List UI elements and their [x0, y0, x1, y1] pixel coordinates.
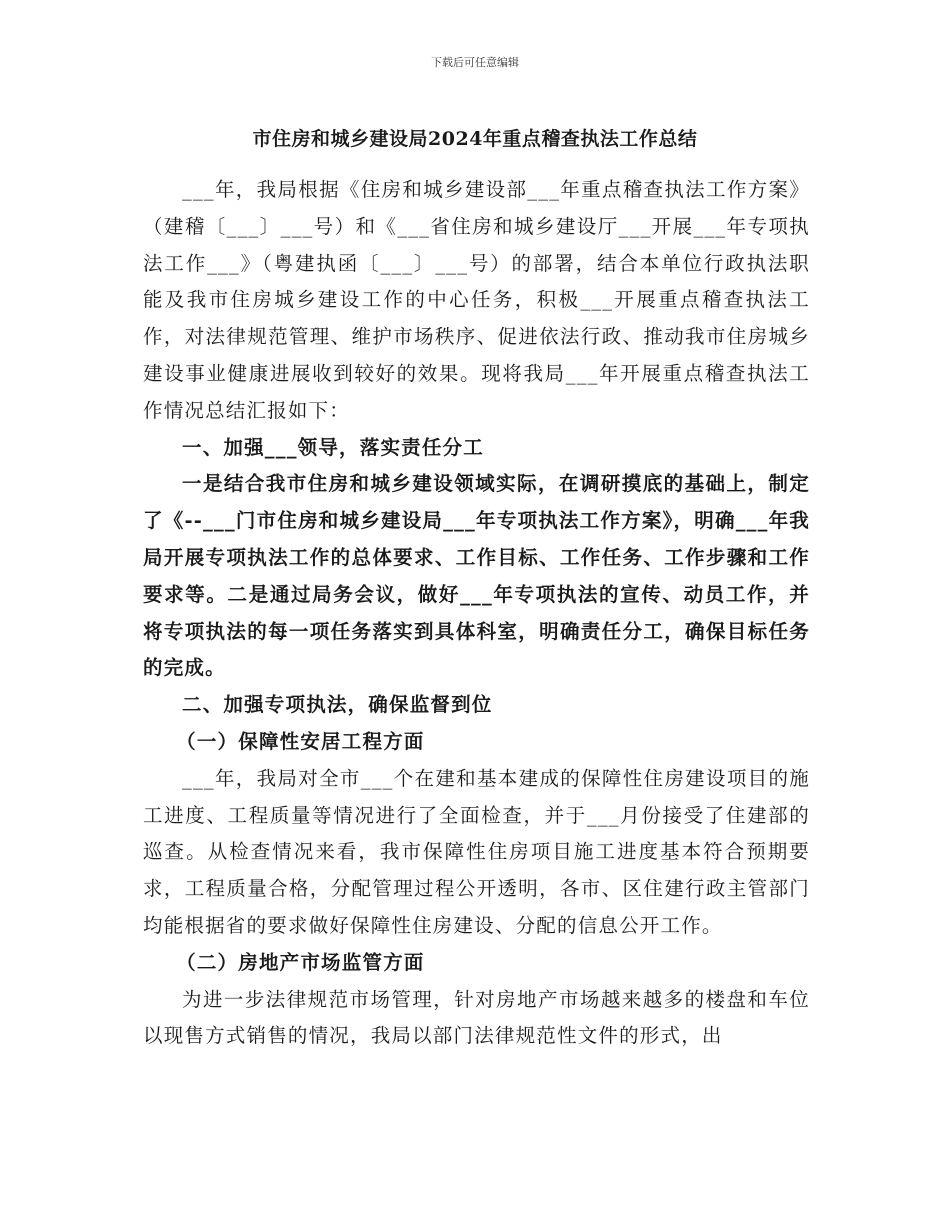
intro-paragraph: ___年，我局根据《住房和城乡建设部___年重点稽查执法工作方案》（建稽〔___〕___号）和《___省住房和城乡建设厅___开展___年专项执法工作___》（粤建执函〔___〕___号）的部署，结合本单位行政执法职能及我市住房城乡建设工作的中心任务，积极___开展重点稽查执法工作，对法律规范管理、维护市场秩序、促进依法行政、推动我市住房城乡建设事业健康进展收到较好的效果。现将我局___年开展重点稽查执法工作情况总结汇报如下： — [143, 178, 810, 422]
document-body — [143, 172, 810, 1055]
subsection-heading-1: （一）保障性安居工程方面 — [176, 729, 425, 753]
page-header-note: 下载后可任意编辑 — [431, 56, 519, 69]
document-title: 市住房和城乡建设局2024年重点稽查执法工作总结 — [252, 128, 698, 150]
section-heading-1: 一、加强___领导，落实责任分工 — [182, 435, 484, 459]
section-1-paragraph: 一是结合我市住房和城乡建设领域实际，在调研摸底的基础上，制定了《--___门市住房和城乡建设局___年专项执法工作方案》，明确___年我局开展专项执法工作的总体要求、工作目标、工作任务、工作步骤和工作要求等。二是通过局务会议，做好___年专项执法的宣传、动员工作，并将专项执法的每一项任务落实到具体科室，明确责任分工，确保目标任务的完成。 — [143, 472, 810, 680]
section-heading-2: 二、加强专项执法，确保监督到位 — [182, 693, 493, 717]
subsection-1-paragraph: ___年，我局对全市___个在建和基本建成的保障性住房建设项目的施工进度、工程质量等情况进行了全面检查，并于___月份接受了住建部的巡查。从检查情况来看，我市保障性住房项目施工进度基本符合预期要求，工程质量合格，分配管理过程公开透明，各市、区住建行政主管部门均能根据省的要求做好保障性住房建设、分配的信息公开工作。 — [143, 766, 810, 937]
subsection-2-paragraph: 为进一步法律规范市场管理，针对房地产市场越来越多的楼盘和车位以现售方式销售的情况，我局以部门法律规范性文件的形式，出 — [143, 987, 810, 1048]
subsection-heading-2: （二）房地产市场监管方面 — [176, 950, 425, 974]
